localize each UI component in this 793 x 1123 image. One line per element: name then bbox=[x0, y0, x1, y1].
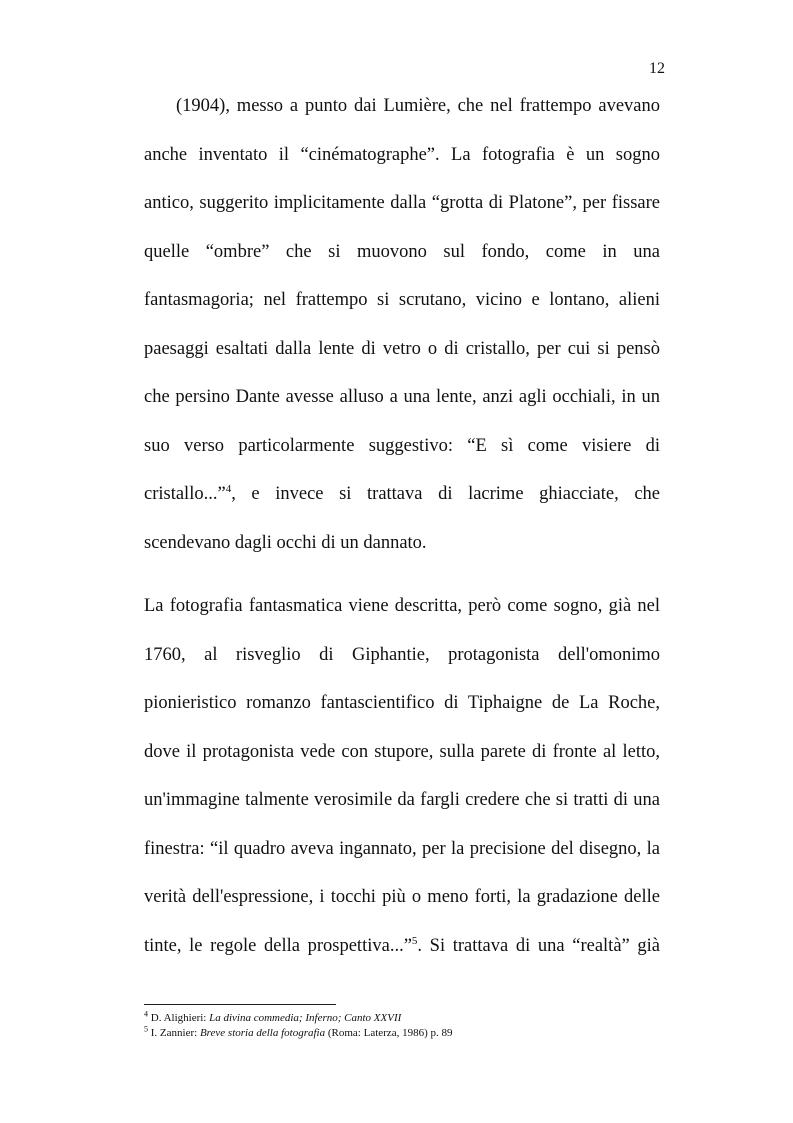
paragraph-1-line: (1904), messo a punto dai Lumière, che nel frattempo avevano bbox=[176, 96, 660, 116]
paragraph-1-line: paesaggi esaltati dalla lente di vetro o di cristallo, per cui si pensò bbox=[144, 338, 660, 359]
footnotes bbox=[144, 1011, 664, 1041]
page-number: 12 bbox=[649, 60, 665, 77]
paragraph-1-line: anche inventato il “cinématographe”. La fotografia è un sogno bbox=[144, 144, 660, 165]
footnote-ref-4: 4 bbox=[225, 482, 232, 495]
paragraph-1-line: quelle “ombre” che si muovono sul fondo, come in una bbox=[144, 241, 660, 262]
footnote-author: I. Zannier: bbox=[150, 1027, 200, 1039]
footnote-number: 4 bbox=[144, 1009, 148, 1019]
paragraph-1-last-line: scendevano dagli occhi di un dannato. bbox=[144, 532, 427, 553]
footnote-separator bbox=[144, 1004, 336, 1005]
footnote-number: 5 bbox=[144, 1024, 148, 1034]
footnote-title: Breve storia della fotografia bbox=[199, 1027, 326, 1039]
paragraph-1-line: suo verso particolarmente suggestivo: “E sì come visiere di bbox=[144, 435, 660, 456]
footnote-author: D. Alighieri: bbox=[150, 1012, 210, 1024]
line-text: cristallo...” bbox=[144, 484, 226, 504]
paragraph-1-line: fantasmagoria; nel frattempo si scrutano, vicino e lontano, alieni bbox=[144, 290, 660, 310]
paragraph-2-line: dove il protagonista vede con stupore, sulla parete di fronte al letto, bbox=[144, 741, 660, 762]
line-text: , e invece si trattava di lacrime ghiacciate, che bbox=[231, 484, 660, 504]
footnote-rest: (Roma: Laterza, 1986) p. 89 bbox=[325, 1027, 453, 1039]
footnote-5 bbox=[144, 1026, 664, 1041]
footnote-ref-5: 5 bbox=[411, 934, 418, 947]
paragraph-2-line: finestra: “il quadro aveva ingannato, per la precisione del disegno, la bbox=[144, 838, 660, 859]
paragraph-1-line: antico, suggerito implicitamente dalla “grotta di Platone”, per fissare bbox=[144, 193, 660, 213]
paragraph-1 bbox=[144, 82, 660, 567]
paragraph-2-line: pionieristico romanzo fantascientifico di Tiphaigne de La Roche, bbox=[144, 693, 660, 713]
footnote-4 bbox=[144, 1011, 664, 1026]
paragraph-2-line bbox=[144, 922, 660, 971]
footnote-title: La divina commedia; Inferno; Canto XXVII bbox=[209, 1012, 402, 1024]
paragraph-2-line: un'immagine talmente verosimile da fargli credere che si tratti di una bbox=[144, 790, 660, 810]
line-text: . Si trattava di una “realtà” già bbox=[417, 935, 660, 956]
paragraph-2-line: verità dell'espressione, i tocchi più o meno forti, la gradazione delle bbox=[144, 887, 660, 907]
line-text: tinte, le regole della prospettiva...” bbox=[144, 935, 412, 956]
paragraph-1-line: che persino Dante avesse alluso a una lente, anzi agli occhiali, in un bbox=[144, 387, 660, 407]
paragraph-2-line: 1760, al risveglio di Giphantie, protagonista dell'omonimo bbox=[144, 644, 660, 665]
paragraph-1-line bbox=[144, 470, 660, 519]
paragraph-2 bbox=[144, 582, 660, 970]
paragraph-2-line: La fotografia fantasmatica viene descritta, però come sogno, già nel bbox=[144, 596, 660, 616]
